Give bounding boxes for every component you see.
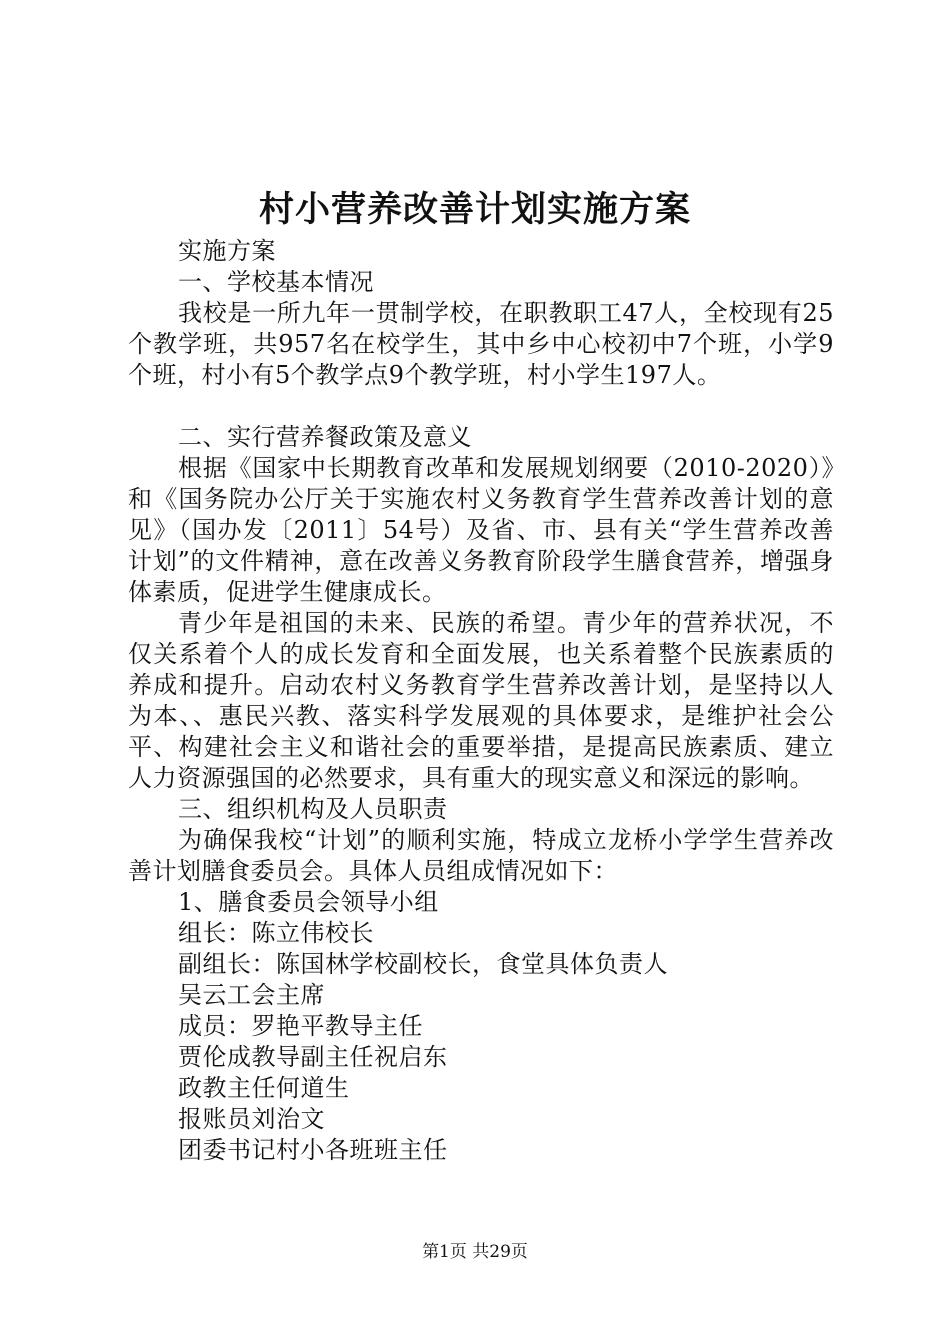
paragraph-spacer (128, 391, 834, 422)
list-item: 政教主任何道生 (178, 1074, 350, 1102)
list-item: 吴云工会主席 (178, 981, 325, 1009)
section-heading-3: 三、组织机构及人员职责 (178, 795, 448, 823)
list-item: 团委书记村小各班班主任 (178, 1136, 448, 1164)
list-item: 副组长：陈国林学校副校长，食堂具体负责人 (178, 950, 668, 978)
paragraph-school-info: 我校是一所九年一贯制学校，在职教职工47人，全校现有25个教学班，共957名在校学生，其中乡中心校初中7个班，小学9个班，村小有5个教学点9个教学班，村小学生197人。 (128, 299, 834, 389)
document-body (128, 236, 834, 1166)
document-title: 村小营养改善计划实施方案 (258, 189, 691, 230)
paragraph-policy-basis: 根据《国家中长期教育改革和发展规划纲要（2010-2020）》和《国务院办公厅关于实施农村义务教育学生营养改善计划的意见》（国办发〔2011〕54号）及省、市、县有关“学生营养改善计划”的文件精神，意在改善义务教育阶段学生膳食营养，增强身体素质，促进学生健康成长。 (128, 454, 834, 606)
section-heading-2: 二、实行营养餐政策及意义 (178, 423, 472, 451)
section-heading-1: 一、学校基本情况 (178, 268, 374, 296)
paragraph-committee: 为确保我校“计划”的顺利实施，特成立龙桥小学学生营养改善计划膳食委员会。具体人员组成情况如下： (128, 826, 834, 885)
list-item: 成员：罗艳平教导主任 (178, 1012, 423, 1040)
page-number-footer: 第1页 共29页 (422, 1242, 528, 1262)
list-item: 贾伦成教导副主任祝启东 (178, 1043, 448, 1071)
list-item: 报账员刘治文 (178, 1105, 325, 1133)
list-item: 组长：陈立伟校长 (178, 919, 374, 947)
paragraph-significance: 青少年是祖国的未来、民族的希望。青少年的营养状况，不仅关系着个人的成长发育和全面发展，也关系着整个民族素质的养成和提升。启动农村义务教育学生营养改善计划，是坚持以人为本、、惠民兴教、落实科学发展观的具体要求，是维护社会公平、构建社会主义和谐社会的重要举措，是提高民族素质、建立人力资源强国的必然要求，具有重大的现实意义和深远的影响。 (128, 609, 834, 792)
subsection-heading: 1、膳食委员会领导小组 (178, 888, 439, 916)
section-label: 实施方案 (178, 237, 276, 265)
